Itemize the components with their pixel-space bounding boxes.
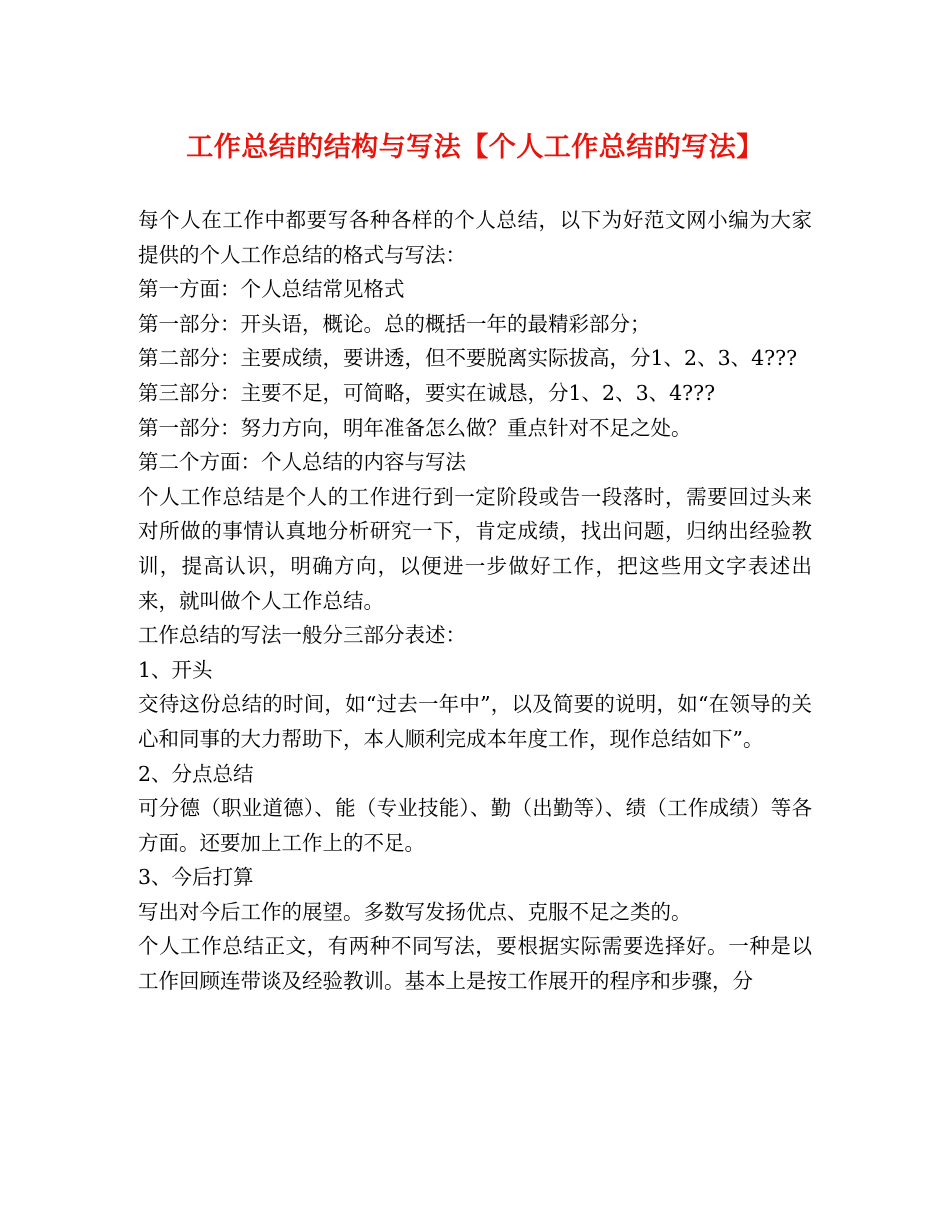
paragraph-part-one: 第一部分：开头语，概论。总的概括一年的最精彩部分；: [138, 311, 651, 336]
paragraph-opening-detail: 交待这份总结的时间，如“过去一年中”，以及简要的说明，如“在领导的关心和同事的大力帮助下，本人顺利完成本年度工作，现作总结如下”。: [138, 692, 812, 751]
paragraph-part-two: 第二部分：主要成绩，要讲透，但不要脱离实际拔高，分1、2、3、4???: [138, 346, 798, 371]
paragraph-part-four: 第一部分：努力方向，明年准备怎么做？重点针对不足之处。: [138, 415, 692, 440]
paragraph-definition: 个人工作总结是个人的工作进行到一定阶段或告一段落时，需要回过头来对所做的事情认真地分析研究一下，肯定成绩，找出问题，归纳出经验教训，提高认识，明确方向，以便进一步做好工作，把这些用文字表述出来，就叫做个人工作总结。: [138, 484, 812, 613]
paragraph-structure-intro: 工作总结的写法一般分三部分表述：: [138, 623, 466, 648]
paragraph-body-methods: 个人工作总结正文，有两种不同写法，要根据实际需要选择好。一种是以工作回顾连带谈及经验教训。基本上是按工作展开的程序和步骤，分: [138, 934, 812, 994]
paragraph-item-points: 2、分点总结: [138, 761, 254, 786]
paragraph-intro: 每个人在工作中都要写各种各样的个人总结，以下为好范文网小编为大家提供的个人工作总结的格式与写法：: [138, 208, 812, 267]
paragraph-plans-detail: 写出对今后工作的展望。多数写发扬优点、克服不足之类的。: [138, 899, 692, 924]
paragraph-points-detail: 可分德（职业道德）、能（专业技能）、勤（出勤等）、绩（工作成绩）等各方面。还要加上工作上的不足。: [138, 796, 812, 855]
paragraph-part-three: 第三部分：主要不足，可简略，要实在诚恳，分1、2、3、4???: [138, 380, 716, 405]
page-title: 工作总结的结构与写法【个人工作总结的写法】: [186, 132, 764, 163]
paragraph-item-plans: 3、今后打算: [138, 865, 254, 890]
document-body: [138, 203, 812, 999]
paragraph-section-one-heading: 第一方面：个人总结常见格式: [138, 277, 405, 302]
paragraph-item-opening: 1、开头: [138, 657, 213, 682]
paragraph-section-two-heading: 第二个方面：个人总结的内容与写法: [138, 450, 466, 475]
